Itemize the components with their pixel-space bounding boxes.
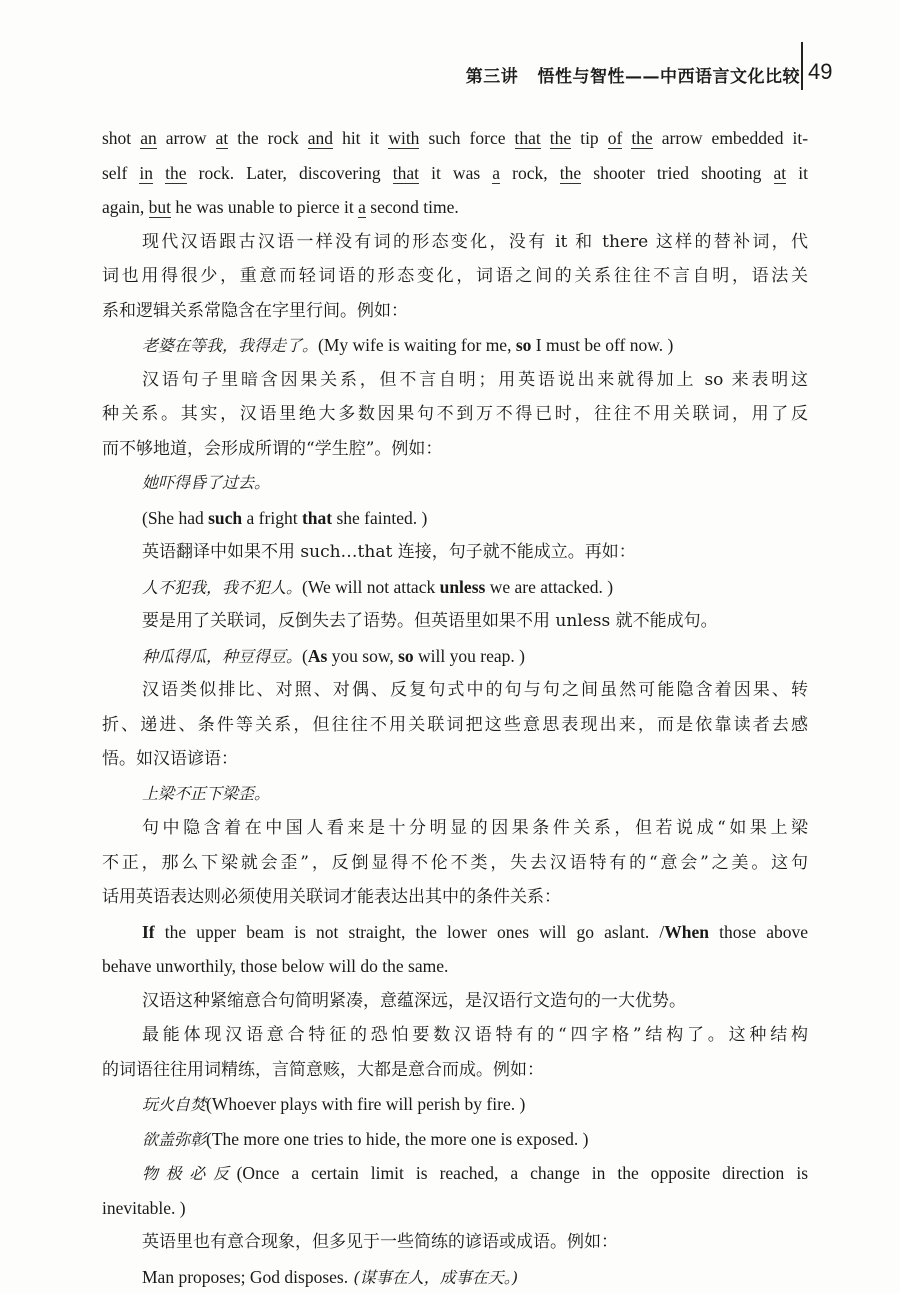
chapter-number: 第三讲 [466, 67, 519, 87]
paragraph-line: 汉语句子里暗含因果关系，但不言自明；用英语说出来就得加上 so 来表明这 [102, 363, 808, 398]
passage-line-2: self in the rock. Later, discovering that it was a rock, the shooter tried shooting at it [102, 156, 808, 191]
paragraph-line: 系和逻辑关系常隐含在字里行间。例如： [102, 294, 808, 329]
page-number: 49 [808, 59, 832, 85]
paragraph-line: 现代汉语跟古汉语一样没有词的形态变化，没有 it 和 there 这样的替补词，代 [102, 225, 808, 260]
paragraph-line: 句中隐含着在中国人看来是十分明显的因果条件关系，但若说成“如果上梁 [102, 811, 808, 846]
example-line: 老婆在等我，我得走了。(My wife is waiting for me, so I must be off now. ) [102, 328, 808, 363]
paragraph-line: 的词语往往用词精练，言简意赅，大都是意合而成。例如： [102, 1053, 808, 1088]
paragraph-line: 种关系。其实，汉语里绝大多数因果句不到万不得已时，往往不用关联词，用了反 [102, 397, 808, 432]
chapter-title: 悟性与智性——中西语言文化比较 [538, 67, 801, 87]
example-line: behave unworthily, those below will do the same. [102, 949, 808, 984]
example-line: (She had such a fright that she fainted. ) [102, 501, 808, 536]
example-line: Man proposes; God disposes. (谋事在人，成事在天。) [102, 1260, 808, 1294]
page-body [102, 121, 808, 1294]
example-line: 上梁不正下梁歪。 [102, 777, 808, 812]
example-line: If the upper beam is not straight, the lower ones will go aslant. /When those above [102, 915, 808, 950]
example-line: 玩火自焚(Whoever plays with fire will perish by fire. ) [102, 1087, 808, 1122]
passage-line-3: again, but he was unable to pierce it a second time. [102, 190, 808, 225]
example-line: 人不犯我，我不犯人。(We will not attack unless we are attacked. ) [102, 570, 808, 605]
paragraph-line: 折、递进、条件等关系，但往往不用关联词把这些意思表现出来，而是依靠读者去感 [102, 708, 808, 743]
running-header [0, 0, 900, 110]
paragraph-line: 汉语这种紧缩意合句简明紧凑，意蕴深远，是汉语行文造句的一大优势。 [102, 984, 808, 1019]
paragraph-line: 词也用得很少，重意而轻词语的形态变化，词语之间的关系往往不言自明，语法关 [102, 259, 808, 294]
example-line: inevitable. ) [102, 1191, 808, 1226]
example-line: 种瓜得瓜，种豆得豆。(As you sow, so will you reap. ) [102, 639, 808, 674]
example-line: 她吓得昏了过去。 [102, 466, 808, 501]
chapter-header [466, 62, 800, 87]
paragraph-line: 最能体现汉语意合特征的恐怕要数汉语特有的“四字格”结构了。这种结构 [102, 1018, 808, 1053]
passage-line-1: shot an arrow at the rock and hit it with such force that the tip of the arrow embedded it- [102, 121, 808, 156]
example-line: 物极必反(Once a certain limit is reached, a change in the opposite direction is [102, 1156, 808, 1191]
example-line: 欲盖弥彰(The more one tries to hide, the more one is exposed. ) [102, 1122, 808, 1157]
paragraph-line: 英语里也有意合现象，但多见于一些简练的谚语或成语。例如： [102, 1225, 808, 1260]
paragraph-line: 而不够地道，会形成所谓的“学生腔”。例如： [102, 432, 808, 467]
paragraph-line: 英语翻译中如果不用 such…that 连接，句子就不能成立。再如： [102, 535, 808, 570]
paragraph-line: 悟。如汉语谚语： [102, 742, 808, 777]
header-divider [801, 42, 803, 90]
paragraph-line: 汉语类似排比、对照、对偶、反复句式中的句与句之间虽然可能隐含着因果、转 [102, 673, 808, 708]
paragraph-line: 话用英语表达则必须使用关联词才能表达出其中的条件关系： [102, 880, 808, 915]
paragraph-line: 要是用了关联词，反倒失去了语势。但英语里如果不用 unless 就不能成句。 [102, 604, 808, 639]
paragraph-line: 不正，那么下梁就会歪”，反倒显得不伦不类，失去汉语特有的“意会”之美。这句 [102, 846, 808, 881]
